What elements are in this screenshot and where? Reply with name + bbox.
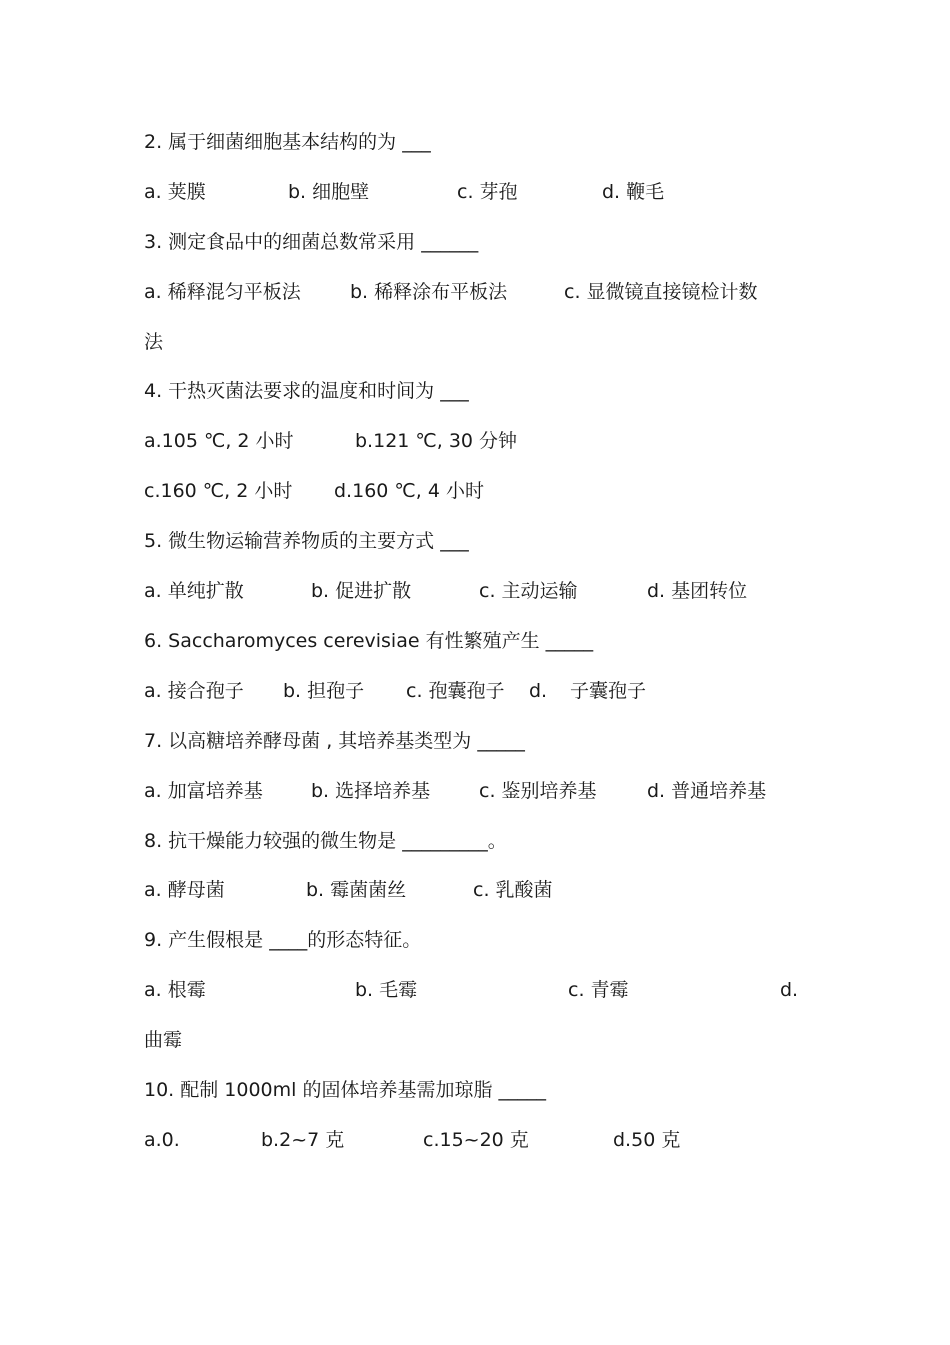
option-b: b. 稀释涂布平板法: [350, 281, 508, 303]
option-a: a. 单纯扩散: [144, 580, 244, 602]
option-a: a. 加富培养基: [144, 780, 263, 802]
option-a: a. 根霉: [144, 979, 206, 1001]
option-c: c.160 ℃, 2 小时: [144, 480, 293, 502]
option-b: b. 担孢子: [283, 680, 365, 702]
question-stem-text: 2. 属于细菌细胞基本结构的为 ___: [144, 131, 431, 153]
option-a: a. 酵母菌: [144, 879, 225, 901]
option-c: c. 显微镜直接镜检计数: [564, 281, 758, 303]
question-stem-text: 8. 抗干燥能力较强的微生物是 _________。: [144, 830, 507, 852]
option-d: d.: [529, 680, 548, 702]
option-d: d.: [780, 979, 799, 1001]
question-stem-text: 7. 以高糖培养酵母菌 , 其培养基类型为 _____: [144, 730, 525, 752]
option-b: b.2~7 克: [261, 1129, 345, 1151]
option-a: a. 稀释混匀平板法: [144, 281, 301, 303]
option-a: a. 接合孢子: [144, 680, 244, 702]
option-c: c. 乳酸菌: [473, 879, 553, 901]
option-d: d. 普通培养基: [647, 780, 767, 802]
option-b: b. 促进扩散: [311, 580, 412, 602]
option-d: d.50 克: [613, 1129, 681, 1151]
option-c: c. 青霉: [568, 979, 629, 1001]
option-b: b. 选择培养基: [311, 780, 431, 802]
option-c: c. 孢囊孢子: [406, 680, 505, 702]
option-d: d.160 ℃, 4 小时: [334, 480, 484, 502]
question-stem-text: 4. 干热灭菌法要求的温度和时间为 ___: [144, 380, 469, 402]
question-stem-text: 6. Saccharomyces cerevisiae 有性繁殖产生 _____: [144, 630, 594, 652]
option-d: d. 基团转位: [647, 580, 748, 602]
question-stem-text: 3. 测定食品中的细菌总数常采用 ______: [144, 231, 479, 253]
option-a: a.0.: [144, 1129, 180, 1151]
option-a: a. 荚膜: [144, 181, 206, 203]
question-stem-text: 9. 产生假根是 ____的形态特征。: [144, 929, 422, 951]
question-stem-text: 5. 微生物运输营养物质的主要方式 ___: [144, 530, 469, 552]
option-b: b. 霉菌菌丝: [306, 879, 407, 901]
option-c: c. 主动运输: [479, 580, 578, 602]
option-b: b. 毛霉: [355, 979, 418, 1001]
option-b: b.121 ℃, 30 分钟: [355, 430, 518, 452]
option-c: c. 鉴别培养基: [479, 780, 597, 802]
option-continuation: 曲霉: [144, 1029, 183, 1051]
option-b: b. 细胞壁: [288, 181, 370, 203]
option-a: a.105 ℃, 2 小时: [144, 430, 294, 452]
question-stem-text: 10. 配制 1000ml 的固体培养基需加琼脂 _____: [144, 1079, 547, 1101]
option-c: c.15~20 克: [423, 1129, 529, 1151]
option-d-text: 子囊孢子: [570, 680, 647, 702]
option-d: d. 鞭毛: [602, 181, 665, 203]
option-c: c. 芽孢: [457, 181, 518, 203]
option-continuation: 法: [144, 331, 164, 353]
